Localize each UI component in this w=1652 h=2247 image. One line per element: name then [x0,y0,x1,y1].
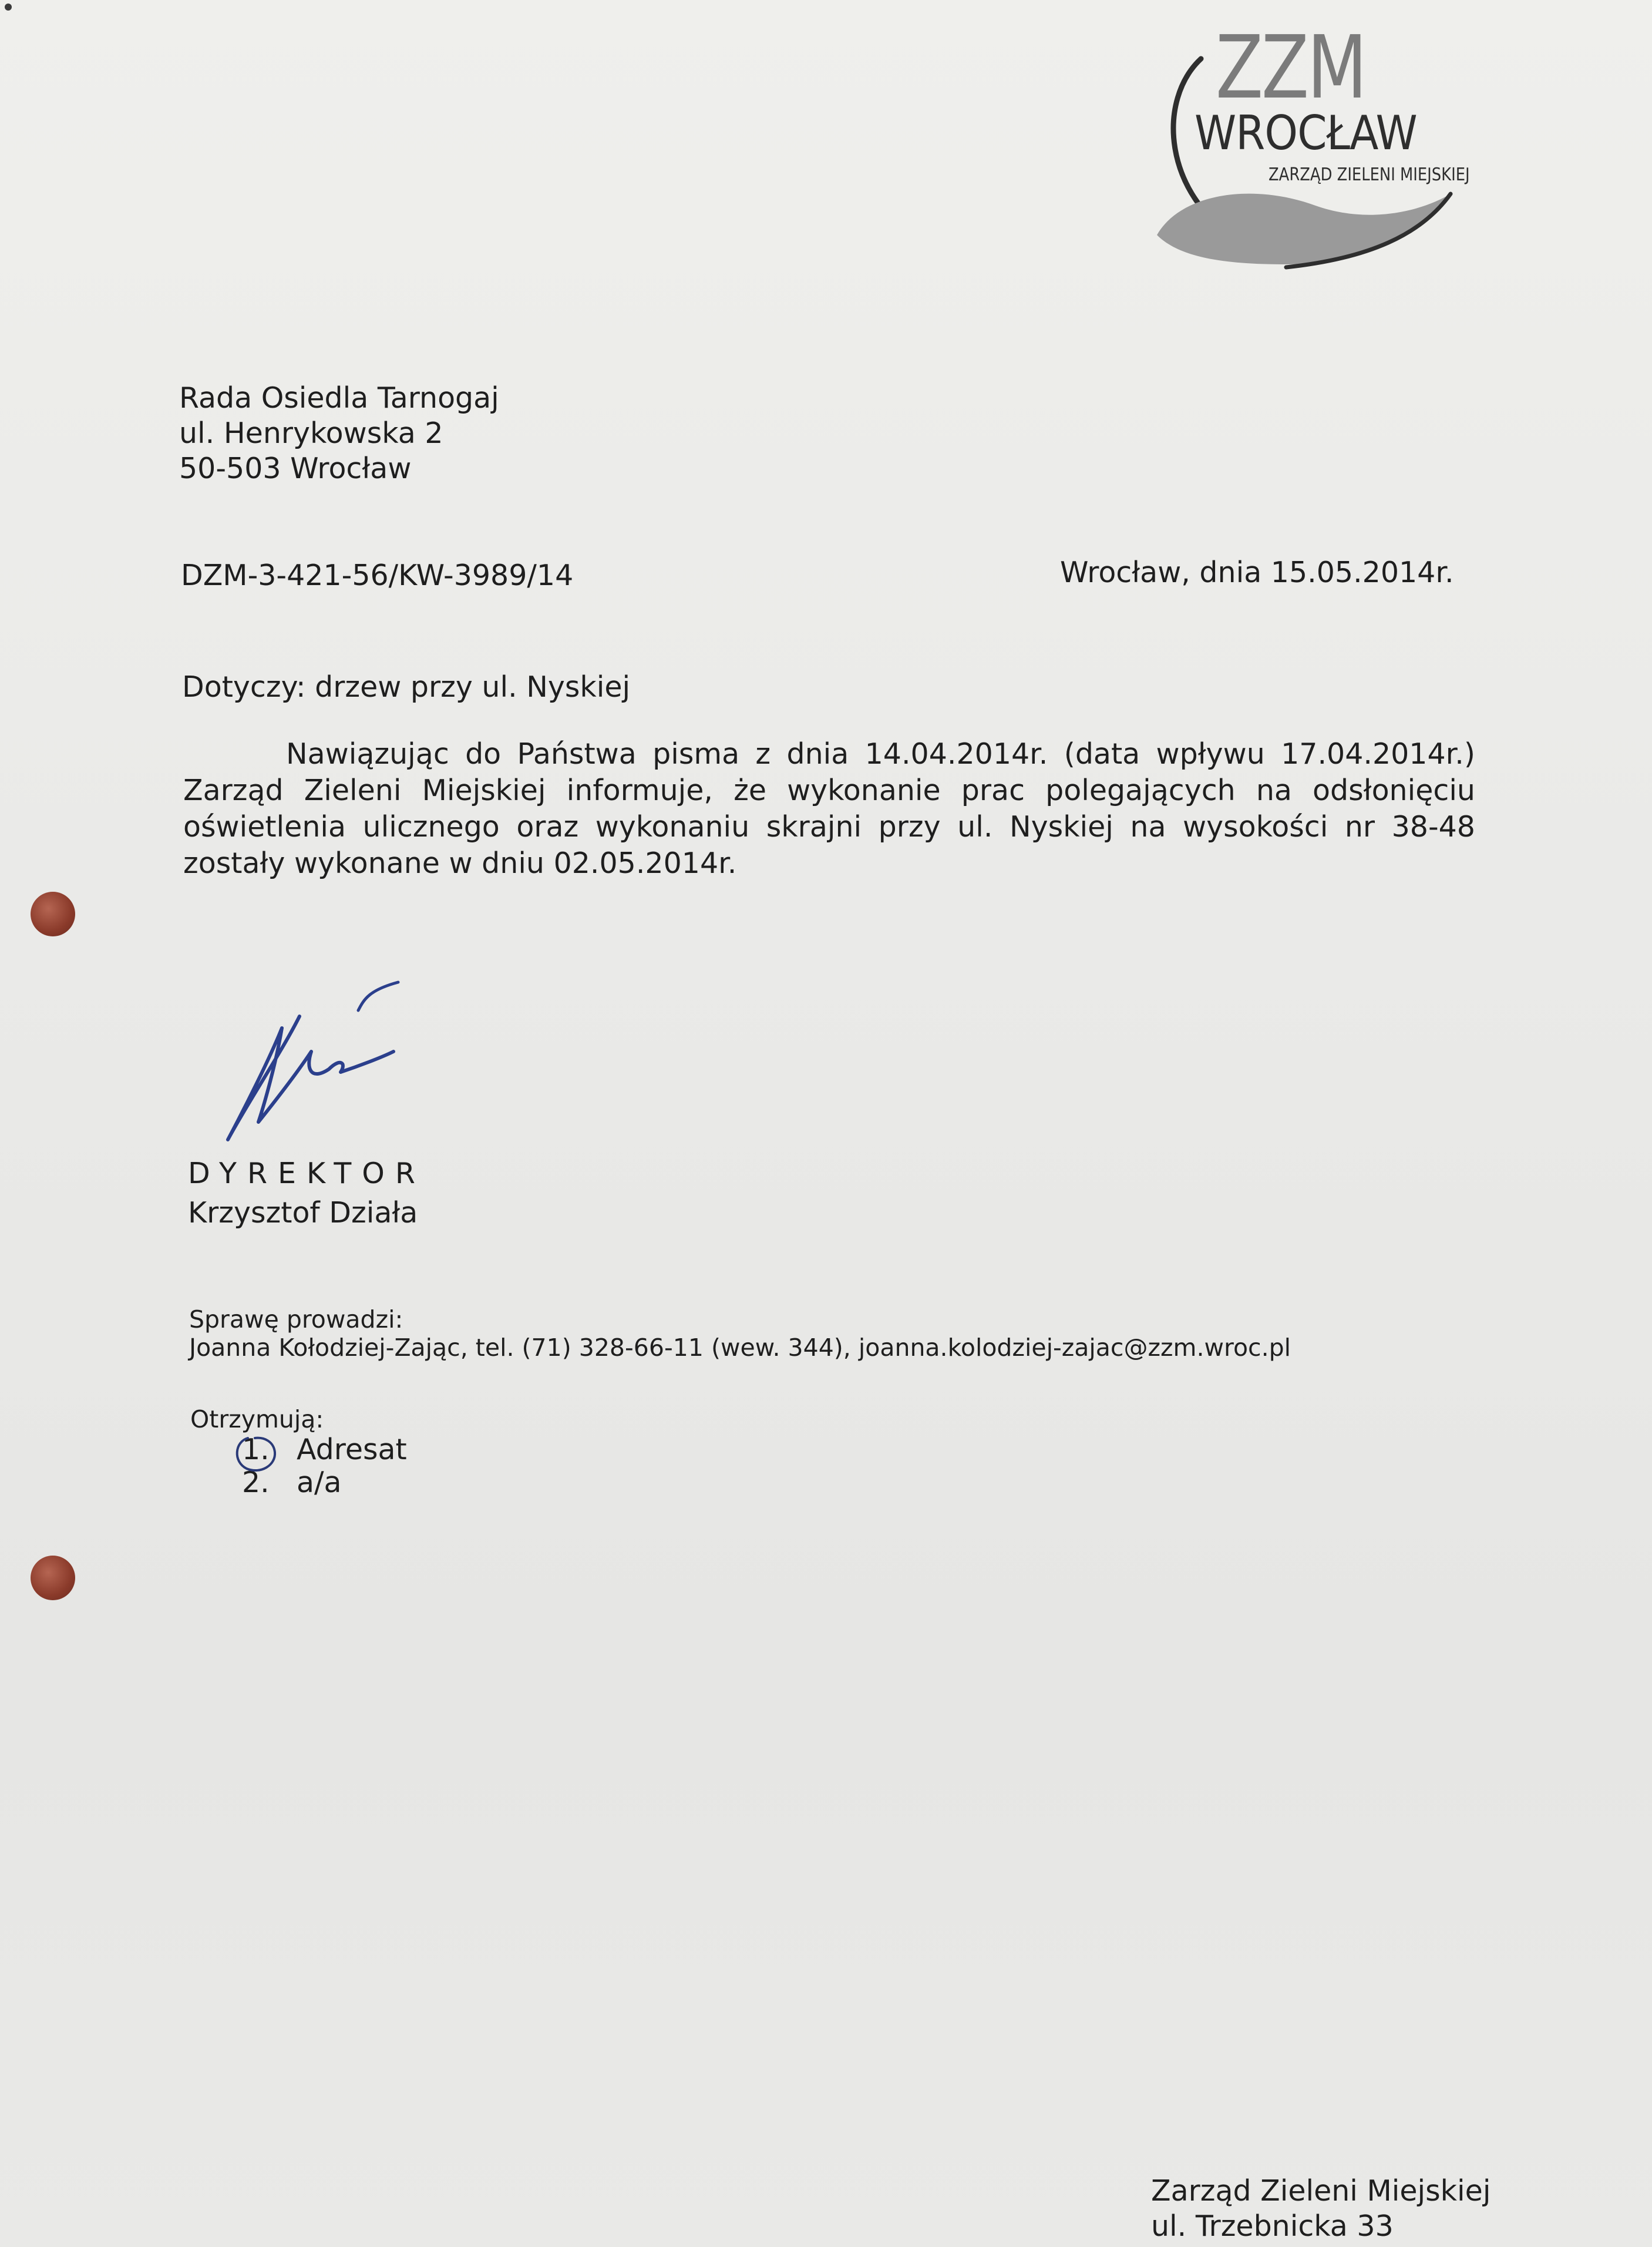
recipient-line-1: Rada Osiedla Tarnogaj [179,381,499,415]
pen-circle-mark [230,1433,281,1475]
punch-hole-bottom [31,1556,75,1600]
signatory-name: Krzysztof Działa [188,1196,418,1230]
punch-hole-top [31,892,75,936]
list-item: a/a [297,1466,342,1499]
list-item: Adresat [297,1433,407,1466]
recipients-label: Otrzymują: [190,1405,324,1433]
logo-mark: ZZM [1216,17,1365,118]
footer-line-2: ul. Trzebnicka 33 [1151,2209,1394,2243]
signatory-title: DYREKTOR [188,1157,426,1190]
footer-line-1: Zarząd Zieleni Miejskiej [1151,2174,1491,2208]
logo-city: WROCŁAW [1195,106,1417,160]
reference-number: DZM-3-421-56/KW-3989/14 [181,559,574,592]
recipient-line-2: ul. Henrykowska 2 [179,417,443,450]
zzm-logo [1145,18,1509,288]
handler-details: Joanna Kołodziej-Zając, tel. (71) 328-66-11 (wew. 344), joanna.kolodziej-zajac@zzm.wroc.pl [189,1334,1291,1362]
handler-label: Sprawę prowadzi: [189,1305,403,1334]
list-item-number: 2. [242,1466,270,1499]
letter-body: Nawiązując do Państwa pisma z dnia 14.04.2014r. (data wpływu 17.04.2014r.) Zarząd Zieleni Miejskiej informuje, że wykonanie prac polegających na odsłonięciu oświetlenia ulicznego oraz wykonaniu skrajni przy ul. Nyskiej na wysokości nr 38-48 zostały wykonane w dniu 02.05.2014r. [183,737,1475,880]
recipient-line-3: 50-503 Wrocław [179,452,412,485]
logo-subtitle: ZARZĄD ZIELENI MIEJSKIEJ [1269,164,1470,185]
date-line: Wrocław, dnia 15.05.2014r. [1060,556,1454,589]
subject-line: Dotyczy: drzew przy ul. Nyskiej [182,670,631,704]
speck [5,4,12,11]
list-item-number: 1. [242,1433,270,1466]
handwritten-signature [211,969,411,1146]
